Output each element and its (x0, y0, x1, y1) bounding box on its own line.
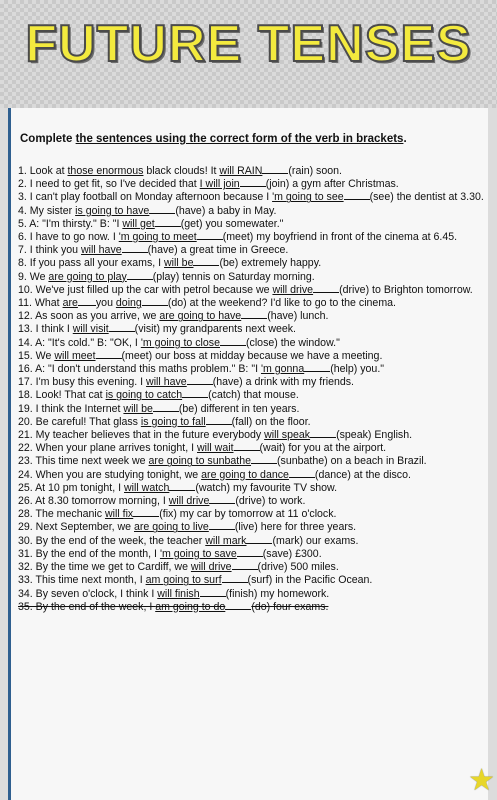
answer-text: is going to catch (105, 389, 183, 402)
item-text: (see) the dentist at 3.30. (369, 191, 484, 204)
item-text: (be) extremely happy. (219, 257, 322, 270)
exercise-item (18, 534, 484, 547)
answer-text: 'm going to close (140, 336, 220, 349)
answer-blank (200, 587, 226, 597)
item-text: 18. Look! That cat (18, 389, 106, 402)
exercise-item (18, 336, 484, 349)
exercise-item (18, 322, 484, 335)
item-text: (live) here for three years. (234, 521, 357, 534)
exercise-item (18, 587, 484, 600)
item-text: 29. Next September, we (18, 521, 135, 534)
item-text: (have) a drink with my friends. (212, 376, 354, 389)
item-text: 1. Look at (18, 165, 68, 177)
answer-blank (344, 190, 370, 200)
item-text: (drive) to work. (235, 495, 306, 508)
item-text: 4. My sister (18, 204, 76, 217)
answer-text: will be (164, 257, 194, 270)
answer-blank (209, 494, 235, 504)
answer-blank (241, 309, 267, 319)
answer-text: are going to live (134, 521, 209, 534)
exercise-item (18, 600, 484, 613)
answer-text: are going to dance (201, 468, 289, 481)
item-text: 6. I have to go now. I (18, 231, 119, 244)
item-text: 9. We (18, 270, 49, 283)
item-text: (fall) on the floor. (231, 415, 311, 428)
answer-text: will wait (197, 442, 234, 455)
exercise-item (18, 190, 484, 203)
item-text: 7. I think you (18, 244, 82, 257)
answer-text: will watch (124, 481, 170, 494)
item-text: 20. Be careful! That glass (18, 415, 141, 428)
item-text: (join) a gym after Christmas. (265, 178, 399, 191)
answer-text: will get (122, 217, 155, 230)
answer-text: will mark (205, 534, 247, 547)
exercise-item (18, 520, 484, 533)
item-text: 8. If you pass all your exams, I (18, 257, 165, 270)
item-text: 12. As soon as you arrive, we (18, 310, 160, 323)
item-text: (dance) at the disco. (314, 468, 411, 481)
exercise-item (18, 362, 484, 375)
item-text: 33. This time next month, I (18, 574, 146, 587)
item-text: 14. A: "It's cold." B: "OK, I (18, 336, 141, 349)
answer-blank (234, 441, 260, 451)
item-text: 13. I think I (18, 323, 73, 336)
exercise-item (18, 468, 484, 481)
answer-text: will be (123, 402, 153, 415)
exercise-item (18, 560, 484, 573)
item-text: 5. A: "I'm thirsty." B: "I (18, 217, 123, 230)
item-text: (get) you somewater." (180, 217, 284, 230)
item-text: 34. By seven o'clock, I think I (18, 587, 158, 600)
item-text: (wait) for you at the airport. (259, 442, 387, 455)
exercise-item (18, 204, 484, 217)
exercise-item (18, 256, 484, 269)
answer-blank (222, 573, 248, 583)
item-text: (play) tennis on Saturday morning. (152, 270, 315, 283)
answer-text: will finish (157, 587, 200, 600)
item-text: (be) different in ten years. (178, 402, 300, 415)
item-text: (help) you." (330, 363, 385, 376)
item-text: (save) £300. (262, 547, 322, 560)
item-text: 15. We (18, 349, 55, 362)
answer-blank (232, 560, 258, 570)
answer-blank (197, 230, 223, 240)
answer-blank (246, 534, 272, 544)
answer-blank (127, 270, 153, 280)
item-text: 24. When you are studying tonight, we (18, 468, 202, 481)
exercise-item (18, 454, 484, 467)
item-text: 19. I think the Internet (18, 402, 124, 415)
exercise-item (18, 494, 484, 507)
item-text: 22. When your plane arrives tonight, I (18, 442, 198, 455)
item-text: (close) the window." (246, 336, 340, 349)
instructions-post: . (403, 133, 407, 145)
exercise-item (18, 428, 484, 441)
answer-text: 'm going to save (159, 547, 237, 560)
item-text: 35. By the end of the week, I (18, 600, 156, 613)
item-text: (meet) our boss at midday because we have a meeting. (121, 349, 383, 362)
star-icon: ★ (468, 764, 495, 797)
answer-text: will fix (104, 508, 134, 521)
answer-blank (169, 481, 195, 491)
item-text: 31. By the end of the month, I (18, 547, 160, 560)
answer-blank (262, 164, 288, 174)
exercise-item (18, 296, 484, 309)
answer-text: are going to have (159, 310, 242, 323)
exercise-item (18, 415, 484, 428)
answer-text: are going to play (48, 270, 127, 283)
answer-text: is going to have (75, 204, 150, 217)
instructions-underlined: the sentences using the correct form of the verb in brackets (75, 133, 404, 145)
item-text: (do) four exams. (251, 600, 329, 613)
answer-blank (133, 507, 159, 517)
answer-text: will meet (54, 349, 96, 362)
answer-text: will have (81, 244, 122, 257)
item-text: (fix) my car by tomorrow at 11 o'clock. (159, 508, 337, 521)
item-text: (have) a baby in May. (175, 204, 277, 217)
item-text: (do) at the weekend? I'd like to go to the cinema. (167, 297, 396, 310)
exercise-item (18, 507, 484, 520)
answer-blank (122, 243, 148, 253)
exercise-item (18, 217, 484, 230)
answer-text: will visit (72, 323, 109, 336)
item-text: 25. At 10 pm tonight, I (18, 481, 125, 494)
exercise-item (18, 547, 484, 560)
item-text: 11. What (18, 297, 63, 310)
answer-blank (96, 349, 122, 359)
answer-text: will drive (190, 561, 232, 574)
answer-blank (220, 336, 246, 346)
answer-blank (109, 322, 135, 332)
exercise-item (18, 375, 484, 388)
exercise-item (18, 283, 484, 296)
answer-text: are going to sunbathe (148, 455, 252, 468)
exercise-item (18, 230, 484, 243)
item-text: 17. I'm busy this evening. I (18, 376, 147, 389)
item-text: (meet) my boyfriend in front of the cinema at 6.45. (222, 231, 458, 244)
item-text: you (95, 297, 116, 310)
item-text: 16. A: "I don't understand this maths problem." B: "I (18, 363, 261, 376)
item-text: (surf) in the Pacific Ocean. (247, 574, 373, 587)
answer-blank (209, 520, 235, 530)
exercise-item (18, 349, 484, 362)
answer-blank (251, 454, 277, 464)
item-text: (catch) that mouse. (208, 389, 299, 402)
exercise-item (18, 481, 484, 494)
exercise-list (18, 164, 484, 613)
answer-text: will speak (264, 429, 311, 442)
worksheet-title: FUTURE TENSES (25, 15, 472, 73)
answer-blank (142, 296, 168, 306)
answer-blank (149, 204, 175, 214)
answer-blank (289, 468, 315, 478)
answer-text: am going to do (155, 600, 226, 613)
item-text: (drive) 500 miles. (257, 561, 339, 574)
answer-text: will drive (272, 283, 314, 296)
exercise-item (18, 402, 484, 415)
exercise-item (18, 441, 484, 454)
exercise-item (18, 243, 484, 256)
exercise-item (18, 177, 484, 190)
answer-blank (78, 296, 96, 306)
item-text: 10. We've just filled up the car with petrol because we (18, 283, 273, 296)
exercise-item (18, 573, 484, 586)
item-text: (speak) English. (336, 429, 413, 442)
item-text: 28. The mechanic (18, 508, 105, 521)
item-text: (watch) my favourite TV show. (195, 481, 338, 494)
answer-blank (313, 283, 339, 293)
item-text: 32. By the time we get to Cardiff, we (18, 561, 191, 574)
answer-text: will have (146, 376, 187, 389)
exercise-item (18, 309, 484, 322)
answer-text: will drive (168, 495, 210, 508)
answer-text: 'm going to see (272, 191, 344, 204)
item-text: 3. I can't play football on Monday afternoon because I (18, 191, 273, 204)
item-text: (finish) my homework. (225, 587, 330, 600)
item-text: 30. By the end of the week, the teacher (18, 534, 206, 547)
item-text: 21. My teacher believes that in the future everybody (18, 429, 265, 442)
answer-text: are (62, 297, 78, 310)
item-text: (visit) my grandparents next week. (134, 323, 296, 336)
instructions (20, 133, 480, 145)
item-text: 26. At 8.30 tomorrow morning, I (18, 495, 169, 508)
item-underlined-text: those enormous (67, 165, 144, 177)
answer-blank (225, 600, 251, 610)
answer-blank (155, 217, 181, 227)
answer-text: I will join (199, 178, 240, 191)
item-text: (mark) our exams. (272, 534, 359, 547)
instructions-pre: Complete (20, 133, 76, 145)
answer-blank (193, 256, 219, 266)
exercise-item (18, 164, 484, 177)
item-text: (drive) to Brighton tomorrow. (339, 283, 473, 296)
answer-text: will RAIN (219, 165, 263, 177)
item-text: 23. This time next week we (18, 455, 149, 468)
answer-blank (304, 362, 330, 372)
answer-text: 'm gonna (260, 363, 305, 376)
answer-blank (240, 177, 266, 187)
item-text: (have) a great time in Greece. (147, 244, 289, 257)
exercise-item (18, 270, 484, 283)
item-text: (rain) soon. (288, 165, 342, 177)
answer-text: am going to surf (145, 574, 222, 587)
answer-blank (237, 547, 263, 557)
answer-blank (206, 415, 232, 425)
exercise-item (18, 388, 484, 401)
item-text: 2. I need to get fit, so I've decided that (18, 178, 200, 191)
answer-text: 'm going to meet (118, 231, 197, 244)
answer-blank (153, 402, 179, 412)
item-text: black clouds! It (143, 165, 220, 177)
answer-blank (187, 375, 213, 385)
item-text: (have) lunch. (267, 310, 329, 323)
answer-blank (310, 428, 336, 438)
answer-text: doing (115, 297, 142, 310)
item-text: (sunbathe) on a beach in Brazil. (277, 455, 427, 468)
answer-blank (182, 388, 208, 398)
answer-text: is going to fall (140, 415, 206, 428)
